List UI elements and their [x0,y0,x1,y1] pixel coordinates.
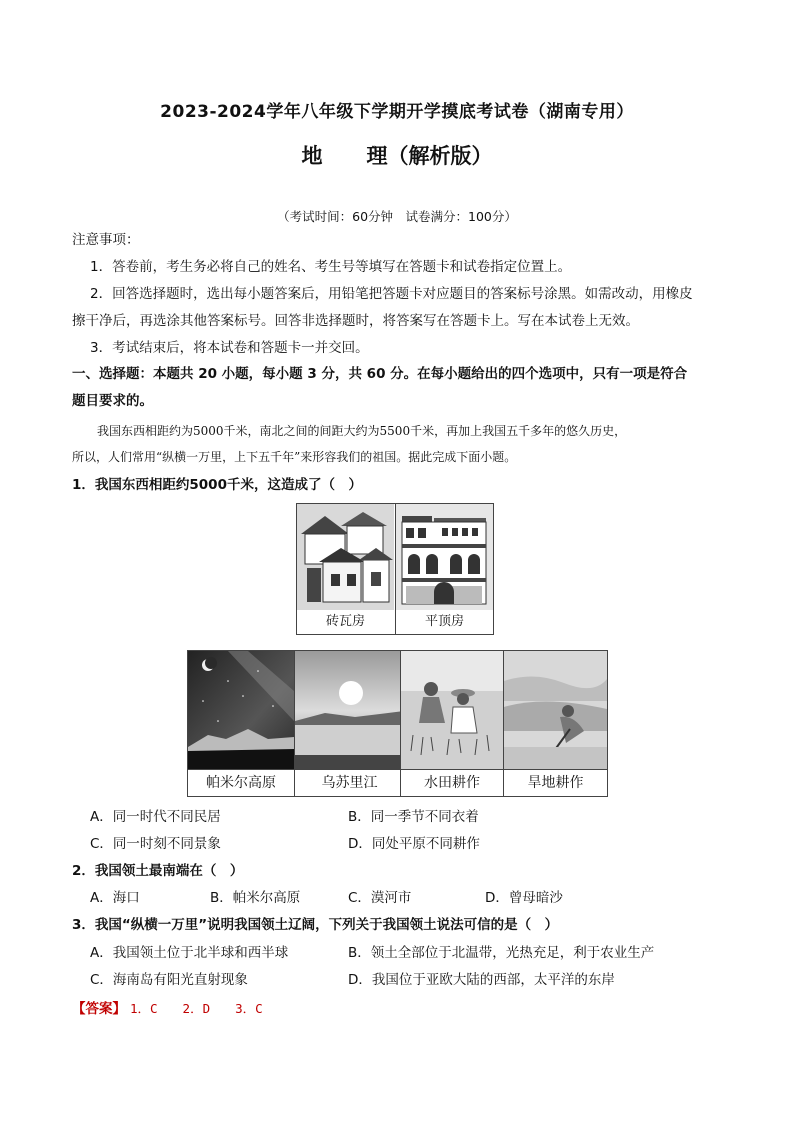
q1-option-b[interactable]: B．同一季节不同衣着 [348,809,479,825]
question-2-stem: 2．我国领土最南端在（ ） [72,863,244,879]
caption-flat-roof-house: 平顶房 [424,614,464,629]
subject-left: 地 [301,144,323,168]
paper-subject [0,140,794,170]
question-3-stem: 3．我国“纵横一万里”说明我国领土辽阔，下列关于我国领土说法可信的是（ ） [72,917,559,933]
answer-value: 1．C 2．D 3．C [130,1001,263,1016]
ussuri-sunrise-illustration [295,651,404,771]
figure-houses [296,503,494,635]
note-item-2: 2．回答选择题时，选出每小题答案后，用铅笔把答题卡对应题目的答案标号涂黑。如需改动，用橡皮 [90,286,693,302]
section-heading: 一、选择题：本题共 20 小题，每小题 3 分，共 60 分。在每小题给出的四个选项中，只有一项是符合 [72,366,688,382]
caption-ussuri-river: 乌苏里江 [295,769,404,796]
figure-landscapes [187,650,405,797]
paddy-farming-illustration [401,651,503,771]
q3-option-b[interactable]: B．领土全部位于北温带，光热充足，利于农业生产 [348,945,655,961]
pamir-night-sky-illustration [188,651,294,771]
question-1-stem: 1．我国东西相距约5000千米，这造成了（ ） [72,477,362,493]
q2-option-c[interactable]: C．漠河市 [348,890,412,906]
pamir-plateau-panel [188,651,295,796]
caption-pamir-plateau: 帕米尔高原 [188,769,294,796]
paddy-farming-panel [401,651,504,796]
caption-dryland-farming: 旱地耕作 [504,769,607,796]
q3-option-c[interactable]: C．海南岛有阳光直射现象 [90,972,248,988]
notes-heading: 注意事项： [72,232,140,248]
figure-farming [400,650,608,797]
q1-option-a[interactable]: A．同一时代不同民居 [90,809,221,825]
flat-roof-house-illustration [396,504,493,610]
section-heading-cont: 题目要求的。 [72,393,153,409]
note-item-3: 3．考试结束后，将本试卷和答题卡一并交回。 [90,340,369,356]
ussuri-river-panel [295,651,404,796]
caption-paddy-farming: 水田耕作 [401,769,503,796]
q3-option-a[interactable]: A．我国领土位于北半球和西半球 [90,945,289,961]
flat-roof-house-panel [396,504,493,634]
q2-option-b[interactable]: B．帕米尔高原 [210,890,301,906]
note-item-2-cont: 擦干净后，再选涂其他答案标号。回答非选择题时，将答案写在答题卡上。写在本试卷上无效。 [72,313,639,329]
exam-info: （考试时间：60分钟 试卷满分：100分） [277,209,517,224]
dryland-farming-panel [504,651,607,796]
q2-option-a[interactable]: A．海口 [90,890,140,906]
paper-title: 2023-2024学年八年级下学期开学摸底考试卷（湖南专用） [160,102,634,122]
q1-option-c[interactable]: C．同一时刻不同景象 [90,836,221,852]
subject-right: 理（解析版） [366,144,493,168]
q2-option-d[interactable]: D．曾母暗沙 [485,890,563,906]
q3-option-d[interactable]: D．我国位于亚欧大陆的西部，太平洋的东岸 [348,972,615,988]
brick-tile-house-panel [297,504,394,634]
passage-line-1: 我国东西相距约为5000千米，南北之间的间距大约为5500千米，再加上我国五千多年的悠久历史， [97,424,627,438]
passage-line-2: 所以，人们常用“纵横一万里，上下五千年”来形容我们的祖国。据此完成下面小题。 [72,450,517,464]
answer-label: 【答案】 [72,1001,126,1017]
note-item-1: 1．答卷前，考生务必将自己的姓名、考生号等填写在答题卡和试卷指定位置上。 [90,259,572,275]
caption-brick-tile-house: 砖瓦房 [325,614,365,629]
brick-tile-house-illustration [297,504,394,610]
answer-line [72,995,263,1023]
dryland-farming-illustration [504,651,607,771]
q1-option-d[interactable]: D．同处平原不同耕作 [348,836,480,852]
